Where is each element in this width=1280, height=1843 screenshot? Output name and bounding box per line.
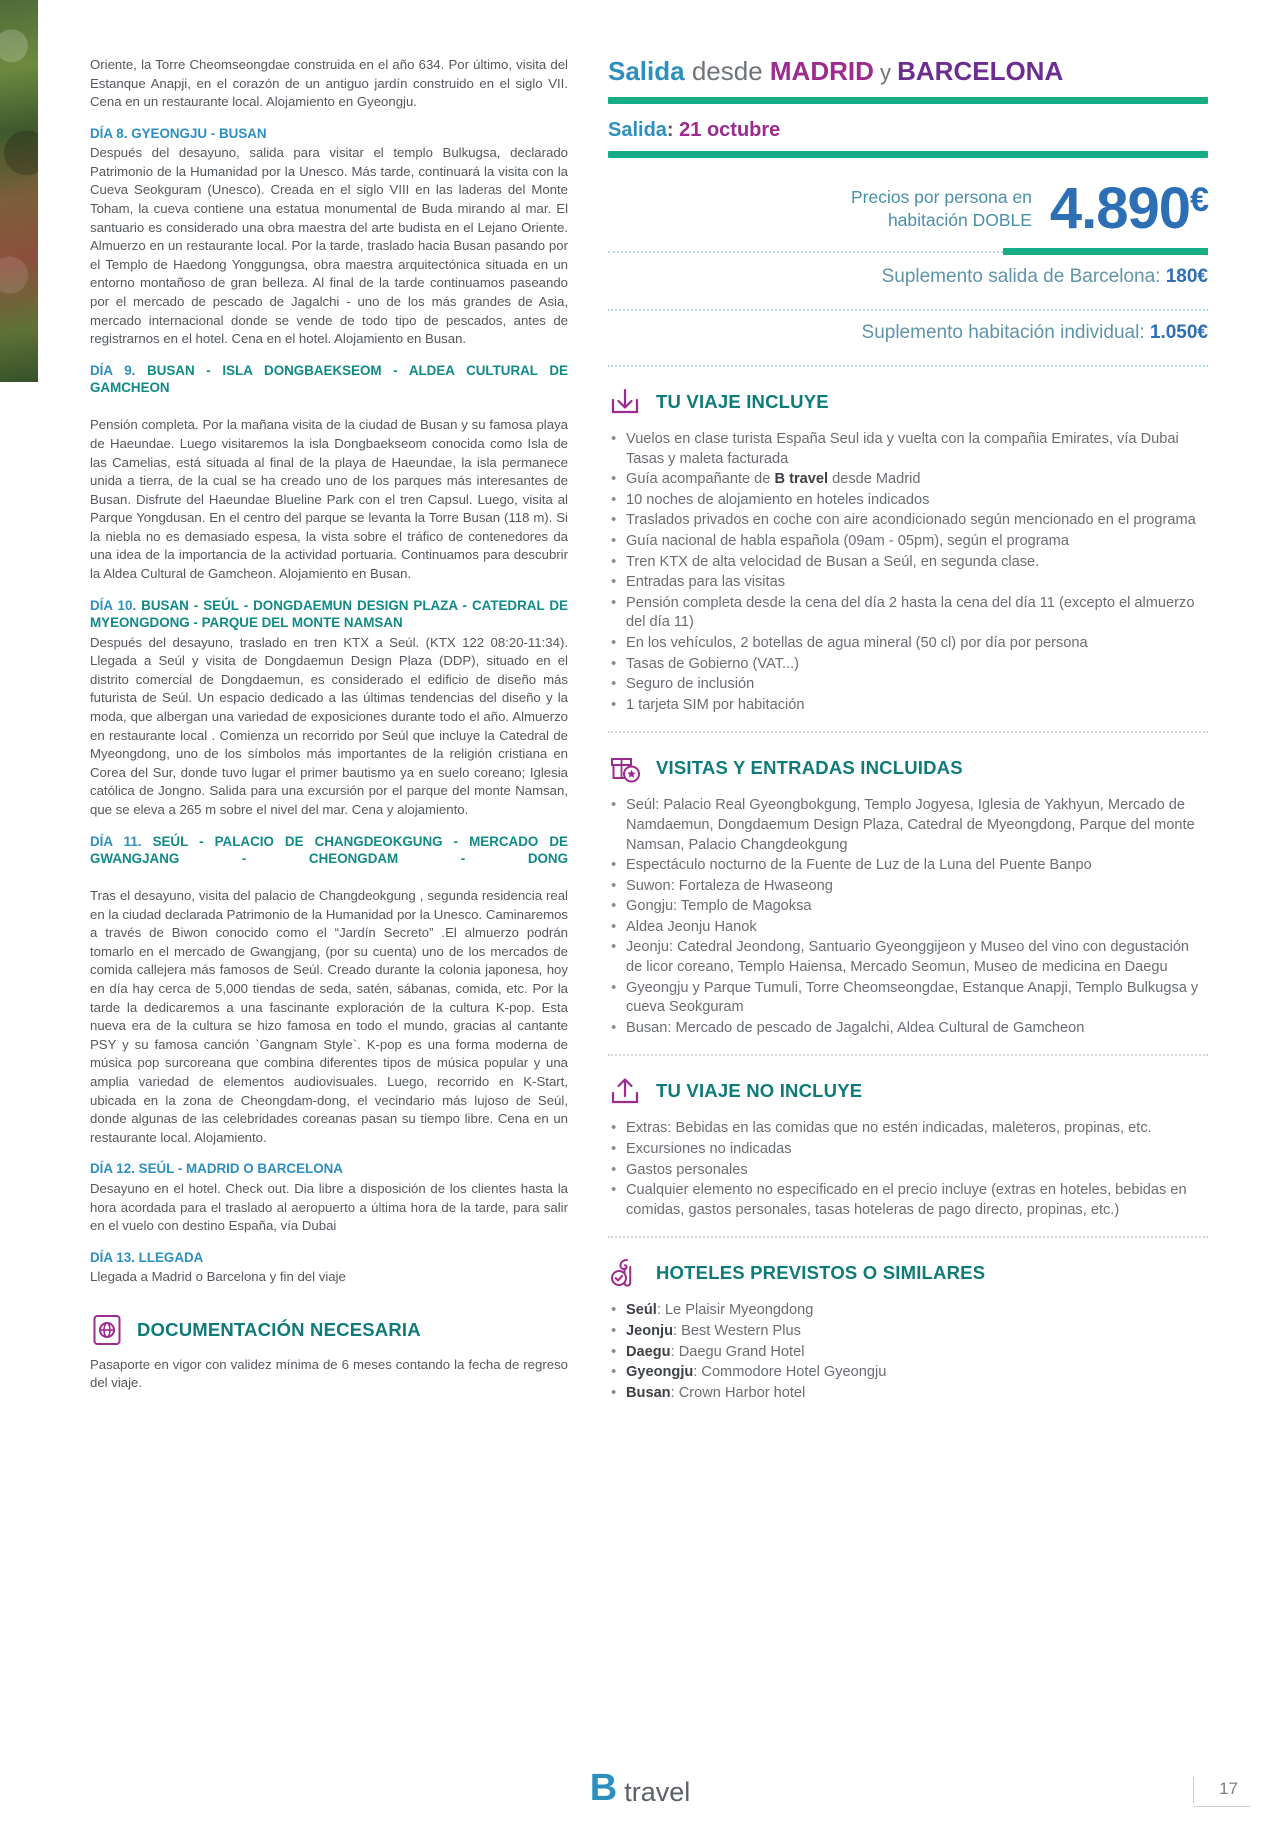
list-item: • 10 noches de alojamiento en hoteles indicados	[608, 491, 1208, 511]
list-item: • Cualquier elemento no especificado en el precio incluye (extras en hoteles, bebidas en comidas, gastos personales, tasas hoteleras de pago directo, propinas, etc.)	[608, 1181, 1208, 1220]
list-item	[608, 1384, 1208, 1404]
visits-divider	[608, 1054, 1208, 1056]
visits-list	[608, 796, 1208, 1038]
list-item: • Gyeongju y Parque Tumuli, Torre Cheomseongdae, Estanque Anapji, Templo Bulkugsa y cueva Seokguram	[608, 979, 1208, 1018]
price-label	[851, 186, 1032, 232]
salida-date-row	[608, 118, 1208, 142]
download-arrow-icon	[608, 385, 642, 419]
day-title-12: SEÚL - MADRID O BARCELONA	[138, 1161, 343, 1177]
list-item: • Busan: Mercado de pescado de Jagalchi, Aldea Cultural de Gamcheon	[608, 1019, 1208, 1039]
list-item: • Pensión completa desde la cena del día 2 hasta la cena del día 11 (excepto el almuerzo del día 11)	[608, 594, 1208, 633]
supplement-divider-1	[608, 309, 1208, 311]
not-includes-header	[608, 1074, 1208, 1108]
day-block-12	[90, 1160, 568, 1235]
page-number: 17	[1219, 1779, 1238, 1798]
day-number-8: DÍA 8.	[90, 125, 128, 141]
list-item: • En los vehículos, 2 botellas de agua mineral (50 cl) por día por persona	[608, 634, 1208, 654]
list-item: • Excursiones no indicadas	[608, 1140, 1208, 1160]
list-item	[608, 1322, 1208, 1342]
salida-date-label: Salida	[608, 119, 667, 141]
salida-word: Salida	[608, 56, 685, 86]
price-divider	[608, 248, 1208, 255]
day-title-9: BUSAN - ISLA DONGBAEKSEOM - ALDEA CULTURAL DE GAMCHEON	[90, 362, 568, 396]
documentacion-title: DOCUMENTACIÓN NECESARIA	[137, 1318, 421, 1340]
hotel-name: : Le Plaisir Myeongdong	[656, 1302, 814, 1319]
day-heading-13	[90, 1249, 568, 1267]
btravel-logo	[590, 1769, 690, 1807]
includes-divider	[608, 731, 1208, 733]
day-body-12: Desayuno en el hotel. Check out. Dia libre a disposición de los clientes hasta la hora acordada para el traslado al aeropuerto a última hora de la tarde, para salir en el vuelo con destino España, vía Dubai	[90, 1180, 568, 1234]
includes-header	[608, 385, 1208, 419]
header-green-rule	[608, 97, 1208, 104]
visits-header	[608, 751, 1208, 785]
documentacion-section	[90, 1313, 568, 1393]
day-heading-9	[90, 362, 568, 415]
day-heading-12	[90, 1160, 568, 1178]
supplement-barcelona-value: 180€	[1165, 266, 1208, 287]
list-item: • Entradas para las visitas	[608, 573, 1208, 593]
includes-section	[608, 385, 1208, 733]
list-item: • Extras: Bebidas en las comidas que no estén indicadas, maleteros, propinas, etc.	[608, 1119, 1208, 1139]
day-heading-8	[90, 125, 568, 143]
price-label-line1: Precios por persona en	[850, 187, 1032, 207]
day-body-13: Llegada a Madrid o Barcelona y fin del viaje	[90, 1269, 346, 1285]
upload-arrow-icon	[608, 1074, 642, 1108]
decorative-photo-strip	[0, 0, 38, 382]
list-item: • Aldea Jeonju Hanok	[608, 918, 1208, 938]
intro-paragraph: Oriente, la Torre Cheomseongdae construida en el año 634. Por último, visita del Estanque Anapji, en el corazón de un antiguo jardín construido en el siglo VII. Cena en un restaurante local. Alojamiento en Gyeongju.	[90, 57, 568, 110]
conjunction-y: y	[873, 60, 898, 85]
day-heading-11	[90, 833, 568, 886]
price-amount-wrap	[1049, 176, 1208, 241]
list-item: • Guía nacional de habla española (09am - 05pm), según el programa	[608, 532, 1208, 552]
day-block-11	[90, 833, 568, 1148]
city-madrid: MADRID	[769, 56, 874, 86]
hotels-header	[608, 1256, 1208, 1290]
visits-section	[608, 751, 1208, 1056]
list-item: • Gastos personales	[608, 1161, 1208, 1181]
list-item: • Espectáculo nocturno de la Fuente de Luz de la Luna del Puente Banpo	[608, 856, 1208, 876]
day-heading-10	[90, 597, 568, 632]
hotel-name: : Best Western Plus	[673, 1323, 801, 1339]
globe-document-icon	[90, 1313, 124, 1347]
day-number-11: DÍA 11.	[90, 833, 142, 849]
hotel-name: : Crown Harbor hotel	[670, 1384, 806, 1401]
hotel-name: : Daegu Grand Hotel	[670, 1343, 805, 1360]
list-item: • Guía acompañante de B travel desde Madrid	[608, 470, 1208, 490]
not-includes-divider	[608, 1236, 1208, 1238]
documentacion-header	[90, 1313, 568, 1347]
logo-letter: B	[589, 1767, 618, 1809]
salida-header	[608, 56, 1208, 88]
list-item: • Traslados privados en coche con aire acondicionado según mencionado en el programa	[608, 511, 1208, 531]
logo-word: travel	[624, 1777, 691, 1807]
day-block-13	[90, 1249, 568, 1287]
city-barcelona: BARCELONA	[897, 56, 1064, 86]
hotel-city: Seúl	[626, 1302, 657, 1319]
list-item	[608, 1363, 1208, 1383]
day-block-10	[90, 597, 568, 820]
list-item: • Tasas de Gobierno (VAT...)	[608, 655, 1208, 675]
day-title-13: LLEGADA	[138, 1249, 204, 1265]
visits-title: VISITAS Y ENTRADAS INCLUIDAS	[656, 757, 963, 779]
day-block-9	[90, 362, 568, 584]
day-number-10: DÍA 10.	[90, 597, 137, 613]
list-item: • 1 tarjeta SIM por habitación	[608, 696, 1208, 716]
supplement-barcelona-label: Suplemento salida de Barcelona:	[881, 266, 1166, 287]
day-number-9: DÍA 9.	[90, 362, 136, 378]
door-hanger-icon	[608, 1256, 642, 1290]
hotels-title: HOTELES PREVISTOS O SIMILARES	[656, 1262, 986, 1284]
price-amount: 4.890	[1049, 176, 1191, 241]
list-item: • Seguro de inclusión	[608, 675, 1208, 695]
date-green-rule	[608, 151, 1208, 158]
day-number-13: DÍA 13.	[90, 1249, 135, 1265]
hotels-section	[608, 1256, 1208, 1403]
ticket-box-icon	[608, 751, 642, 785]
documentacion-body: Pasaporte en vigor con validez mínima de 6 meses contando la fecha de regreso del viaje.	[90, 1356, 568, 1391]
not-includes-list	[608, 1119, 1208, 1220]
hotel-city: Busan	[626, 1384, 671, 1401]
list-item	[608, 1301, 1208, 1321]
list-item: • Suwon: Fortaleza de Hwaseong	[608, 877, 1208, 897]
hotel-name: : Commodore Hotel Gyeongju	[693, 1364, 887, 1381]
offer-column	[608, 56, 1208, 1404]
day-body-8: Después del desayuno, salida para visitar el templo Bulkugsa, declarado Patrimonio de la Humanidad por la Unesco. Más tarde, continuará la visita con la Cueva Seokguram (Unesco). Creada en el siglo VIII en las laderas del Monte Toham, la cueva contiene una estatua monumental de Buda mirando al mar. El santuario es considerado una obra maestra del arte budista en el Lejano Oriente. Almuerzo en un restaurante local. Por la tarde, traslado hacia Busan pasando por el Templo de Haedong Yonggungsa, obra maestra arquitectónica situada en un entorno montañoso de gran belleza. Al final de la tarde continuamos paseando por el mercado de pescado de Jagalchi - uno de los más grandes de Asia, mercado internacional donde se vende de todo tipo de pescados, antes de registrarnos en el hotel. Cena en el hotel. Alojamiento en Busan.	[90, 145, 568, 347]
day-title-10: BUSAN - SEÚL - DONGDAEMUN DESIGN PLAZA - CATEDRAL DE MYEONGDONG - PARQUE DEL MONTE NAMSAN	[90, 597, 568, 631]
price-label-line2: habitación DOBLE	[887, 210, 1032, 230]
list-item: • Jeonju: Catedral Jeondong, Santuario Gyeonggijeon y Museo del vino con degustación de licor coreano, Templo Haiensa, Mercado Seomun, Museo de medicina en Daegu	[608, 938, 1208, 977]
includes-list	[608, 430, 1208, 715]
supplement-divider-2	[608, 365, 1208, 367]
page-number-divider	[1193, 1777, 1194, 1803]
salida-date-value: 21 octubre	[679, 119, 781, 141]
list-item: • Gongju: Templo de Magoksa	[608, 897, 1208, 917]
supplement-individual-label: Suplemento habitación individual:	[861, 322, 1150, 343]
day-number-12: DÍA 12.	[90, 1161, 135, 1177]
day-title-11: SEÚL - PALACIO DE CHANGDEOKGUNG - MERCADO DE GWANGJANG - CHEONGDAM - DONG	[90, 833, 568, 867]
hotel-city: Daegu	[626, 1343, 671, 1360]
day-title-8: GYEONGJU - BUSAN	[131, 125, 267, 141]
list-item: • Vuelos en clase turista España Seul ida y vuelta con la compañia Emirates, vía Dubai Tasas y maleta facturada	[608, 430, 1208, 469]
supplement-individual-value: 1.050€	[1149, 322, 1208, 343]
list-item: • Tren KTX de alta velocidad de Busan a Seúl, en segunda clase.	[608, 553, 1208, 573]
day-body-9: Pensión completa. Por la mañana visita de la ciudad de Busan y su famosa playa de Haeundae. Luego visitaremos la isla Dongbaekseom conocida como Isla de las Camelias, está situada al final de la playa de Haeundae, la isla permanece unida a tierra, de la cual se ha creado uno de los parques más interesantes de Busan. Disfrute del Haeundae Blueline Park con el tren Capsul. Luego, visita al Parque Yongdusan. En el centro del parque se levanta la Torre Busan (118 m). Si la niebla no es demasiado espesa, la vista sobre el tráfico de contenedores da una idea de la importancia de la actividad portuaria. Continuamos para descubrir la Aldea Cultural de Gamcheon. Alojamiento en Busan.	[90, 417, 568, 582]
supplement-individual	[608, 320, 1208, 346]
hotels-list	[608, 1301, 1208, 1403]
day-block-8	[90, 125, 568, 349]
day-body-11: Tras el desayuno, visita del palacio de Changdeokgung , segunda residencia real en la ciudad declarada Patrimonio de la Humanidad por la Unesco. Caminaremos a través de Biwon conocido como el “Jardín Secreto” .El almuerzo podrán tomarlo en el mercado de Gwangjang, (por su cuenta) uno de los mercados de comida callejera más famosos de Seúl. Creado durante la colonia japonesa, hoy en día hay cerca de 5,000 tiendas de seda, satén, sábanas, comida, etc. Por la tarde la dedicaremos a una fascinante exploración de la cultura K-pop. Esta nueva era de la cultura se hizo famosa en todo el mundo, gracias al cantante PSY y su famosa canción `Gangnam Style`. K-pop es una forma moderna de música pop surcoreana que combina diferentes tipos de música popular y una amplia variedad de elementos audiovisuales. Luego, recorrido en K-Start, ubicada en la zona de Cheongdam-dong, el vecindario más lujoso de Seúl, donde algunas de las celebridades coreanas pasan su tiempo libre. Cena en un restaurante local. Alojamiento.	[90, 888, 568, 1145]
not-includes-title: TU VIAJE NO INCLUYE	[656, 1080, 863, 1102]
page-footer-rule	[1194, 1806, 1250, 1807]
salida-date-colon: :	[666, 119, 680, 141]
list-item	[608, 1343, 1208, 1363]
day-body-10: Después del desayuno, traslado en tren KTX a Seúl. (KTX 122 08:20-11:34). Llegada a Seúl y visita de Dongdaemun Design Plaza (DDP), situado en el distrito comercial de Dongdaemun, es considerado el edificio de diseño más futurista de Seúl. Un espacio dedicado a las últimas tendencias del diseño y la moda, que albergan una variedad de exposiciones durante todo el año. Almuerzo en restaurante local . Comienza un recorrido por Seúl que incluye la Catedral de Myeongdong, uno de los símbolos más importantes de la religión cristiana en Corea del Sur, donde tuvo lugar el primer bautismo ya en suelo coreano; Iglesia católica de Jongno. Salida para una excursión por el parque del monte Namsan, que se eleva a 265 m sobre el nivel del mar. Cena y alojamiento.	[90, 634, 568, 817]
includes-title: TU VIAJE INCLUYE	[656, 391, 829, 412]
hotel-city: Jeonju	[626, 1323, 674, 1339]
supplement-barcelona	[608, 264, 1208, 290]
hotel-city: Gyeongju	[626, 1364, 694, 1381]
desde-word: desde	[684, 56, 770, 86]
price-currency: €	[1190, 181, 1208, 219]
itinerary-column	[90, 56, 568, 1406]
not-includes-section	[608, 1074, 1208, 1238]
list-item: • Seúl: Palacio Real Gyeongbokgung, Templo Jogyesa, Iglesia de Yakhyun, Mercado de Namdaemun, Dongdaemum Design Plaza, Catedral de Myeongdong, Parque del monte Namsan, Palacio Changdeokgung	[608, 796, 1208, 855]
price-row	[608, 176, 1208, 241]
